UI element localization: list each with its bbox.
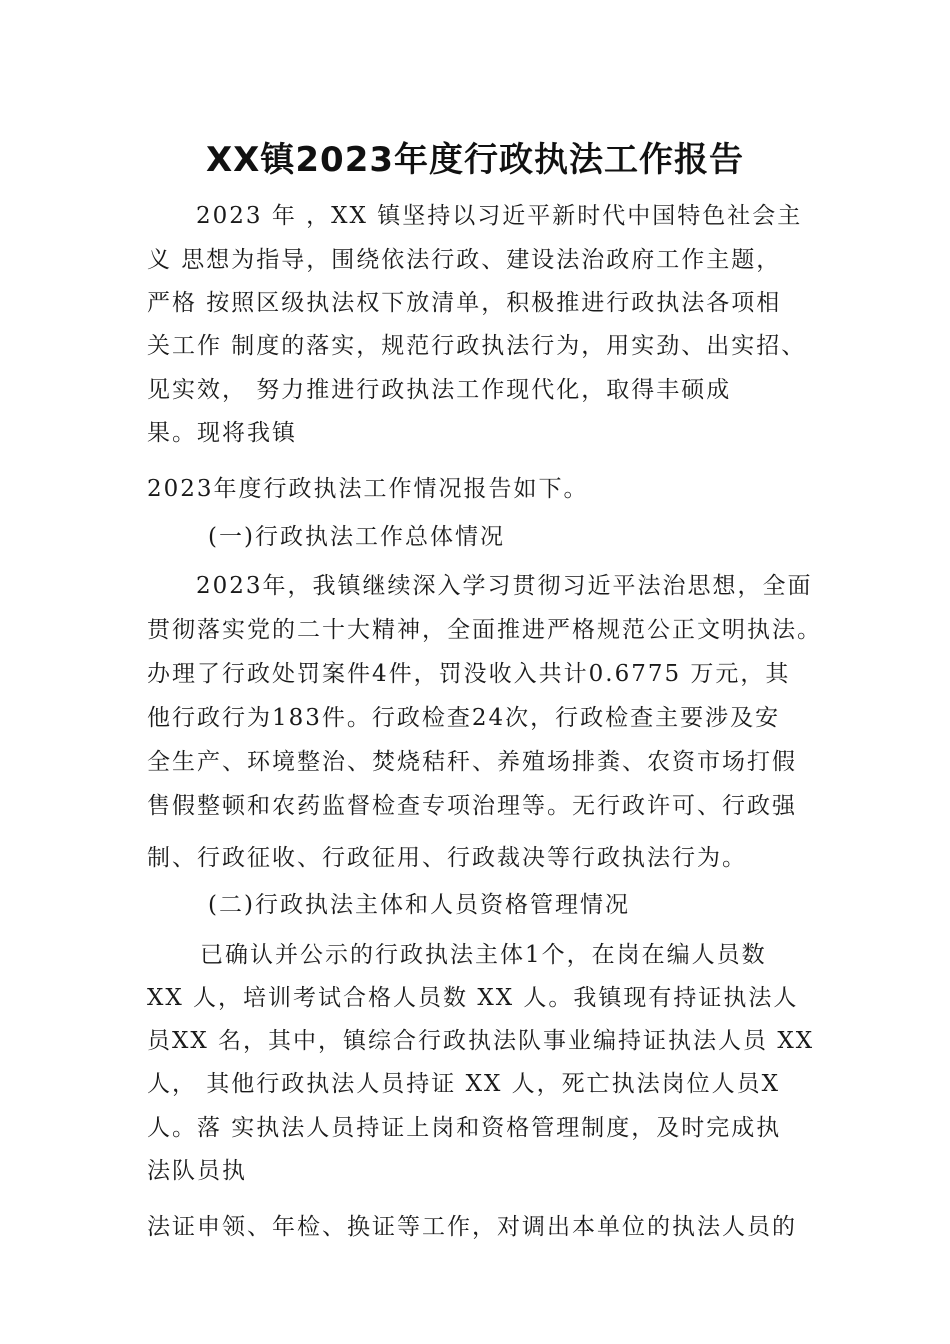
- paragraph-line: 2023年度行政执法工作情况报告如下。: [147, 476, 589, 502]
- paragraph-line: 严格 按照区级执法权下放清单，积极推进行政执法各项相: [147, 290, 782, 316]
- paragraph-line: 2023 年 ，XX 镇坚持以习近平新时代中国特色社会主: [196, 203, 803, 229]
- section-heading: (二)行政执法主体和人员资格管理情况: [208, 892, 630, 918]
- paragraph-line: 员XX 名，其中，镇综合行政执法队事业编持证执法人员 XX: [147, 1028, 815, 1054]
- paragraph-line: XX 人，培训考试合格人员数 XX 人。我镇现有持证执法人: [147, 985, 799, 1011]
- paragraph-line: 2023年，我镇继续深入学习贯彻习近平法治思想，全面: [196, 573, 813, 599]
- paragraph-line: 果。现将我镇: [147, 420, 297, 446]
- paragraph-line: 制、行政征收、行政征用、行政裁决等行政执法行为。: [147, 845, 747, 871]
- paragraph-line: 售假整顿和农药监督检查专项治理等。无行政许可、行政强: [147, 793, 797, 819]
- paragraph-line: 义 思想为指导，围绕依法行政、建设法治政府工作主题，: [147, 247, 782, 273]
- paragraph-line: 他行政行为183件。行政检查24次，行政检查主要涉及安: [147, 705, 781, 731]
- paragraph-line: 全生产、环境整治、焚烧秸秆、养殖场排粪、农资市场打假: [147, 749, 797, 775]
- document-title: XX镇2023年度行政执法工作报告: [205, 140, 745, 180]
- paragraph-line: 人。落 实执法人员持证上岗和资格管理制度，及时完成执: [147, 1115, 782, 1141]
- paragraph-line: 已确认并公示的行政执法主体1个，在岗在编人员数: [200, 942, 767, 968]
- paragraph-line: 关工作 制度的落实，规范行政执法行为，用实劲、出实招、: [147, 333, 807, 359]
- paragraph-line: 法证申领、年检、换证等工作，对调出本单位的执法人员的: [147, 1214, 797, 1240]
- paragraph-line: 贯彻落实党的二十大精神，全面推进严格规范公正文明执法。: [147, 617, 822, 643]
- paragraph-line: 办理了行政处罚案件4件，罚没收入共计0.6775 万元，其: [147, 661, 791, 687]
- paragraph-line: 法队员执: [147, 1158, 247, 1184]
- paragraph-line: 人， 其他行政执法人员持证 XX 人，死亡执法岗位人员X: [147, 1071, 781, 1097]
- paragraph-line: 见实效， 努力推进行政执法工作现代化，取得丰硕成: [147, 377, 732, 403]
- section-heading: (一)行政执法工作总体情况: [208, 524, 505, 550]
